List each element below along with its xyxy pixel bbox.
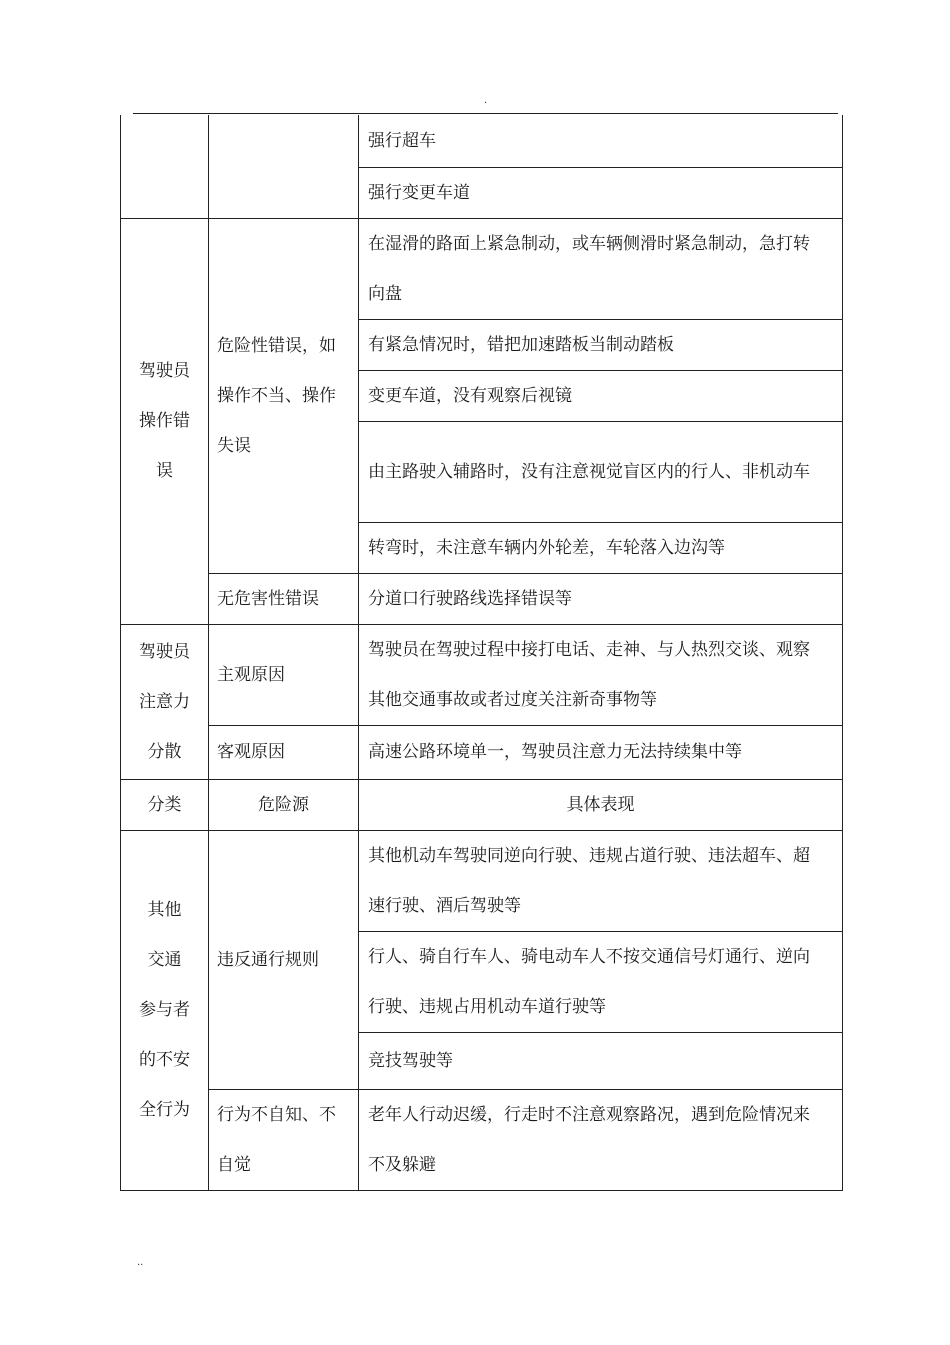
source-cell-dangerous-error — [209, 218, 359, 573]
header-category: 分类 — [121, 779, 209, 830]
detail-cell: 有紧急情况时，错把加速踏板当制动踏板 — [359, 319, 843, 370]
category-line: 全行为 — [139, 1100, 190, 1120]
category-line: 参与者 — [139, 1000, 190, 1020]
category-line: 其他 — [147, 900, 182, 920]
detail-cell: 驾驶员在驾驶过程中接打电话、走神、与人热烈交谈、观察其他交通事故或者过度关注新奇事物等 — [359, 624, 843, 725]
header-source: 危险源 — [209, 779, 359, 830]
table-row — [121, 624, 843, 725]
detail-cell: 高速公路环境单一，驾驶员注意力无法持续集中等 — [359, 725, 843, 779]
table-row — [121, 830, 843, 931]
detail-cell: 竞技驾驶等 — [359, 1032, 843, 1089]
detail-cell: 分道口行驶路线选择错误等 — [359, 573, 843, 624]
detail-cell: 强行超车 — [359, 115, 843, 167]
table-row — [121, 1089, 843, 1190]
source-line: 危险性错误，如 — [217, 335, 336, 356]
category-line: 注意力 — [139, 691, 190, 712]
table-row — [121, 573, 843, 624]
detail-cell: 变更车道，没有观察后视镜 — [359, 370, 843, 421]
source-line: 失误 — [217, 435, 251, 456]
detail-cell: 在湿滑的路面上紧急制动，或车辆侧滑时紧急制动，急打转向盘 — [359, 218, 843, 319]
detail-cell: 行人、骑自行车人、骑电动车人不按交通信号灯通行、逆向行驶、违规占用机动车道行驶等 — [359, 931, 843, 1032]
category-line: 分散 — [147, 741, 182, 762]
source-line: 自觉 — [217, 1154, 251, 1175]
source-cell-harmless-error: 无危害性错误 — [209, 573, 359, 624]
detail-cell: 其他机动车驾驶同逆向行驶、违规占道行驶、违法超车、超速行驶、酒后驾驶等 — [359, 830, 843, 931]
category-cell-distraction — [121, 624, 209, 779]
header-detail: 具体表现 — [359, 779, 843, 830]
category-line: 的不安 — [139, 1050, 190, 1070]
source-cell-unaware — [209, 1089, 359, 1190]
table-row — [121, 725, 843, 779]
source-line: 行为不自知、不 — [217, 1104, 336, 1125]
detail-cell: 老年人行动迟缓，行走时不注意观察路况，遇到危险情况来不及躲避 — [359, 1089, 843, 1190]
hazard-table — [120, 115, 843, 1191]
table-row — [121, 218, 843, 319]
table-row — [121, 115, 843, 167]
footer-mark: .. — [137, 1257, 144, 1268]
category-line: 驾驶员 — [139, 361, 190, 381]
source-cell-violation: 违反通行规则 — [209, 830, 359, 1089]
category-line: 驾驶员 — [139, 641, 190, 662]
detail-cell: 强行变更车道 — [359, 167, 843, 218]
source-cell-empty — [209, 115, 359, 218]
table-header-row — [121, 779, 843, 830]
category-cell-operation-error — [121, 218, 209, 624]
category-line: 误 — [156, 461, 173, 481]
category-cell-other-participants — [121, 830, 209, 1190]
detail-cell: 由主路驶入辅路时，没有注意视觉盲区内的行人、非机动车 — [359, 421, 843, 522]
source-cell-objective: 客观原因 — [209, 725, 359, 779]
category-line: 操作错 — [139, 411, 190, 431]
source-line: 操作不当、操作 — [217, 385, 336, 406]
category-line: 交通 — [147, 950, 182, 970]
header-mark: . — [484, 95, 488, 106]
header-rule — [133, 113, 838, 114]
category-cell-empty — [121, 115, 209, 218]
detail-cell: 转弯时，未注意车辆内外轮差，车轮落入边沟等 — [359, 522, 843, 573]
source-cell-subjective: 主观原因 — [209, 624, 359, 725]
